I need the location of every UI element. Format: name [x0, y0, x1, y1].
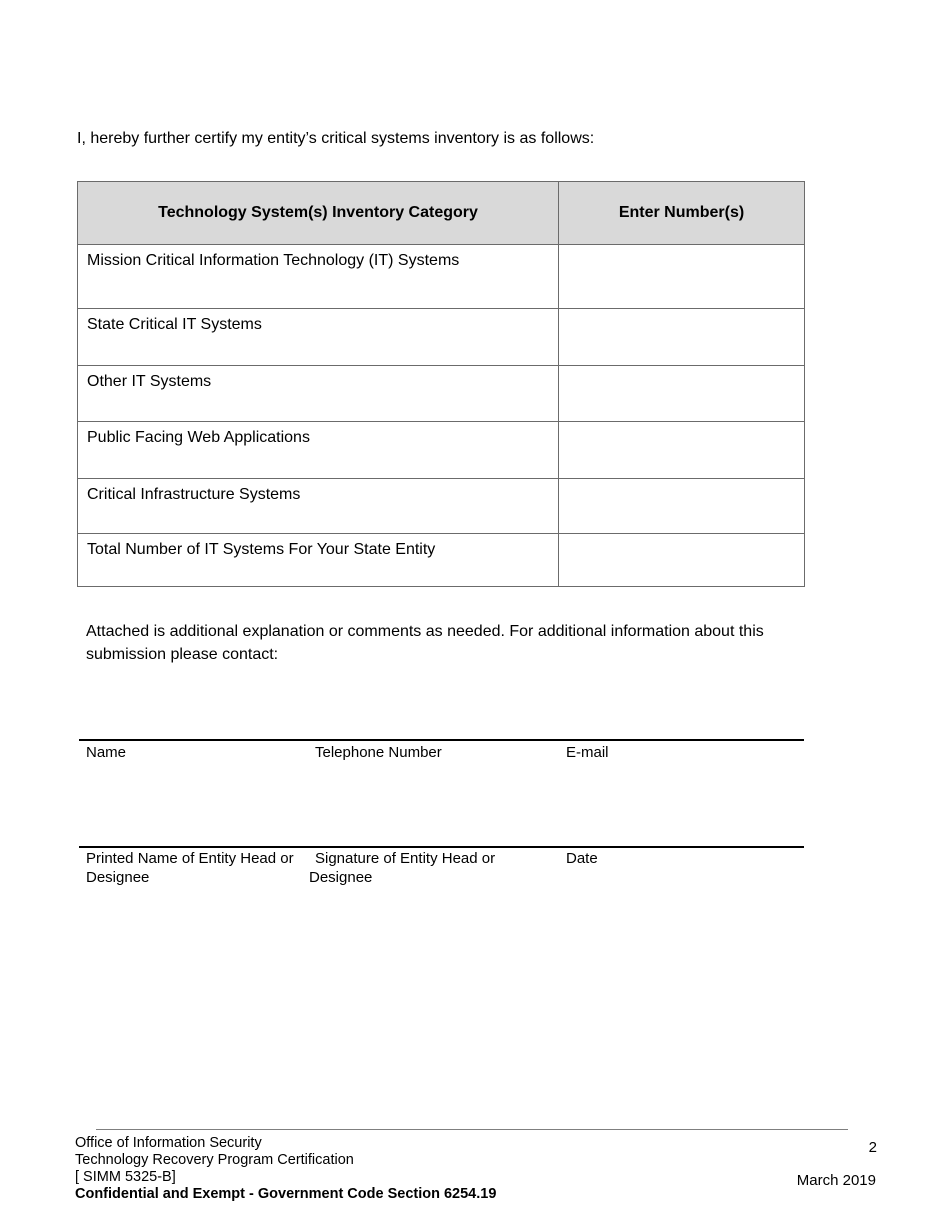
footer-confidential: Confidential and Exempt - Government Code Section 6254.19: [75, 1186, 497, 1202]
row-number-cell: [559, 534, 805, 587]
row-category-public-web: Public Facing Web Applications: [78, 422, 559, 479]
signature-label-line1: Signature of Entity Head or: [315, 850, 496, 867]
total-number-input[interactable]: [559, 534, 804, 564]
state-critical-number-input[interactable]: [559, 309, 804, 339]
table-row: [78, 534, 805, 587]
head-signature-line: [79, 846, 804, 848]
table-row: [78, 309, 805, 366]
page-number: 2: [868, 1139, 877, 1156]
printed-name-label: [86, 849, 294, 887]
printed-name-label-line2: Designee: [86, 869, 150, 886]
footer-office: Office of Information Security: [75, 1135, 262, 1151]
footer-rule: [96, 1129, 848, 1130]
email-label: E-mail: [566, 744, 609, 761]
row-number-cell: [559, 309, 805, 366]
signature-label-line2: Designee: [309, 869, 373, 886]
telephone-label: Telephone Number: [315, 744, 442, 761]
row-number-cell: [559, 366, 805, 422]
row-category-state-critical: State Critical IT Systems: [78, 309, 559, 366]
row-category-total: Total Number of IT Systems For Your State Entity: [78, 534, 559, 587]
footer-form-id: [ SIMM 5325-B]: [75, 1169, 176, 1185]
footer-date: March 2019: [796, 1172, 876, 1189]
table-header-row: [78, 182, 805, 245]
row-category-critical-infrastructure: Critical Infrastructure Systems: [78, 479, 559, 534]
table-row: [78, 422, 805, 479]
column-header-category: Technology System(s) Inventory Category: [78, 182, 559, 245]
inventory-table: [77, 181, 805, 587]
comments-text: Attached is additional explanation or comments as needed. For additional information about this submission please contact:: [86, 623, 764, 663]
footer-info: [75, 1135, 496, 1203]
row-category-other-it: Other IT Systems: [78, 366, 559, 422]
row-number-cell: [559, 422, 805, 479]
public-web-number-input[interactable]: [559, 422, 804, 452]
signature-label: [309, 849, 495, 887]
footer-program: Technology Recovery Program Certification: [75, 1152, 354, 1168]
printed-name-label-line1: Printed Name of Entity Head or: [86, 850, 294, 867]
table-row: [78, 366, 805, 422]
contact-signature-line: [79, 739, 804, 741]
column-header-numbers: Enter Number(s): [559, 182, 805, 245]
row-number-cell: [559, 479, 805, 534]
row-category-mission-critical: Mission Critical Information Technology (IT) Systems: [78, 245, 559, 309]
other-it-number-input[interactable]: [559, 366, 804, 396]
date-label: Date: [566, 850, 598, 867]
critical-infrastructure-number-input[interactable]: [559, 479, 804, 509]
name-label: Name: [86, 744, 127, 761]
table-row: [78, 479, 805, 534]
intro-text: I, hereby further certify my entity’s critical systems inventory is as follows:: [77, 130, 595, 147]
mission-critical-number-input[interactable]: [559, 245, 804, 275]
row-number-cell: [559, 245, 805, 309]
table-row: [78, 245, 805, 309]
